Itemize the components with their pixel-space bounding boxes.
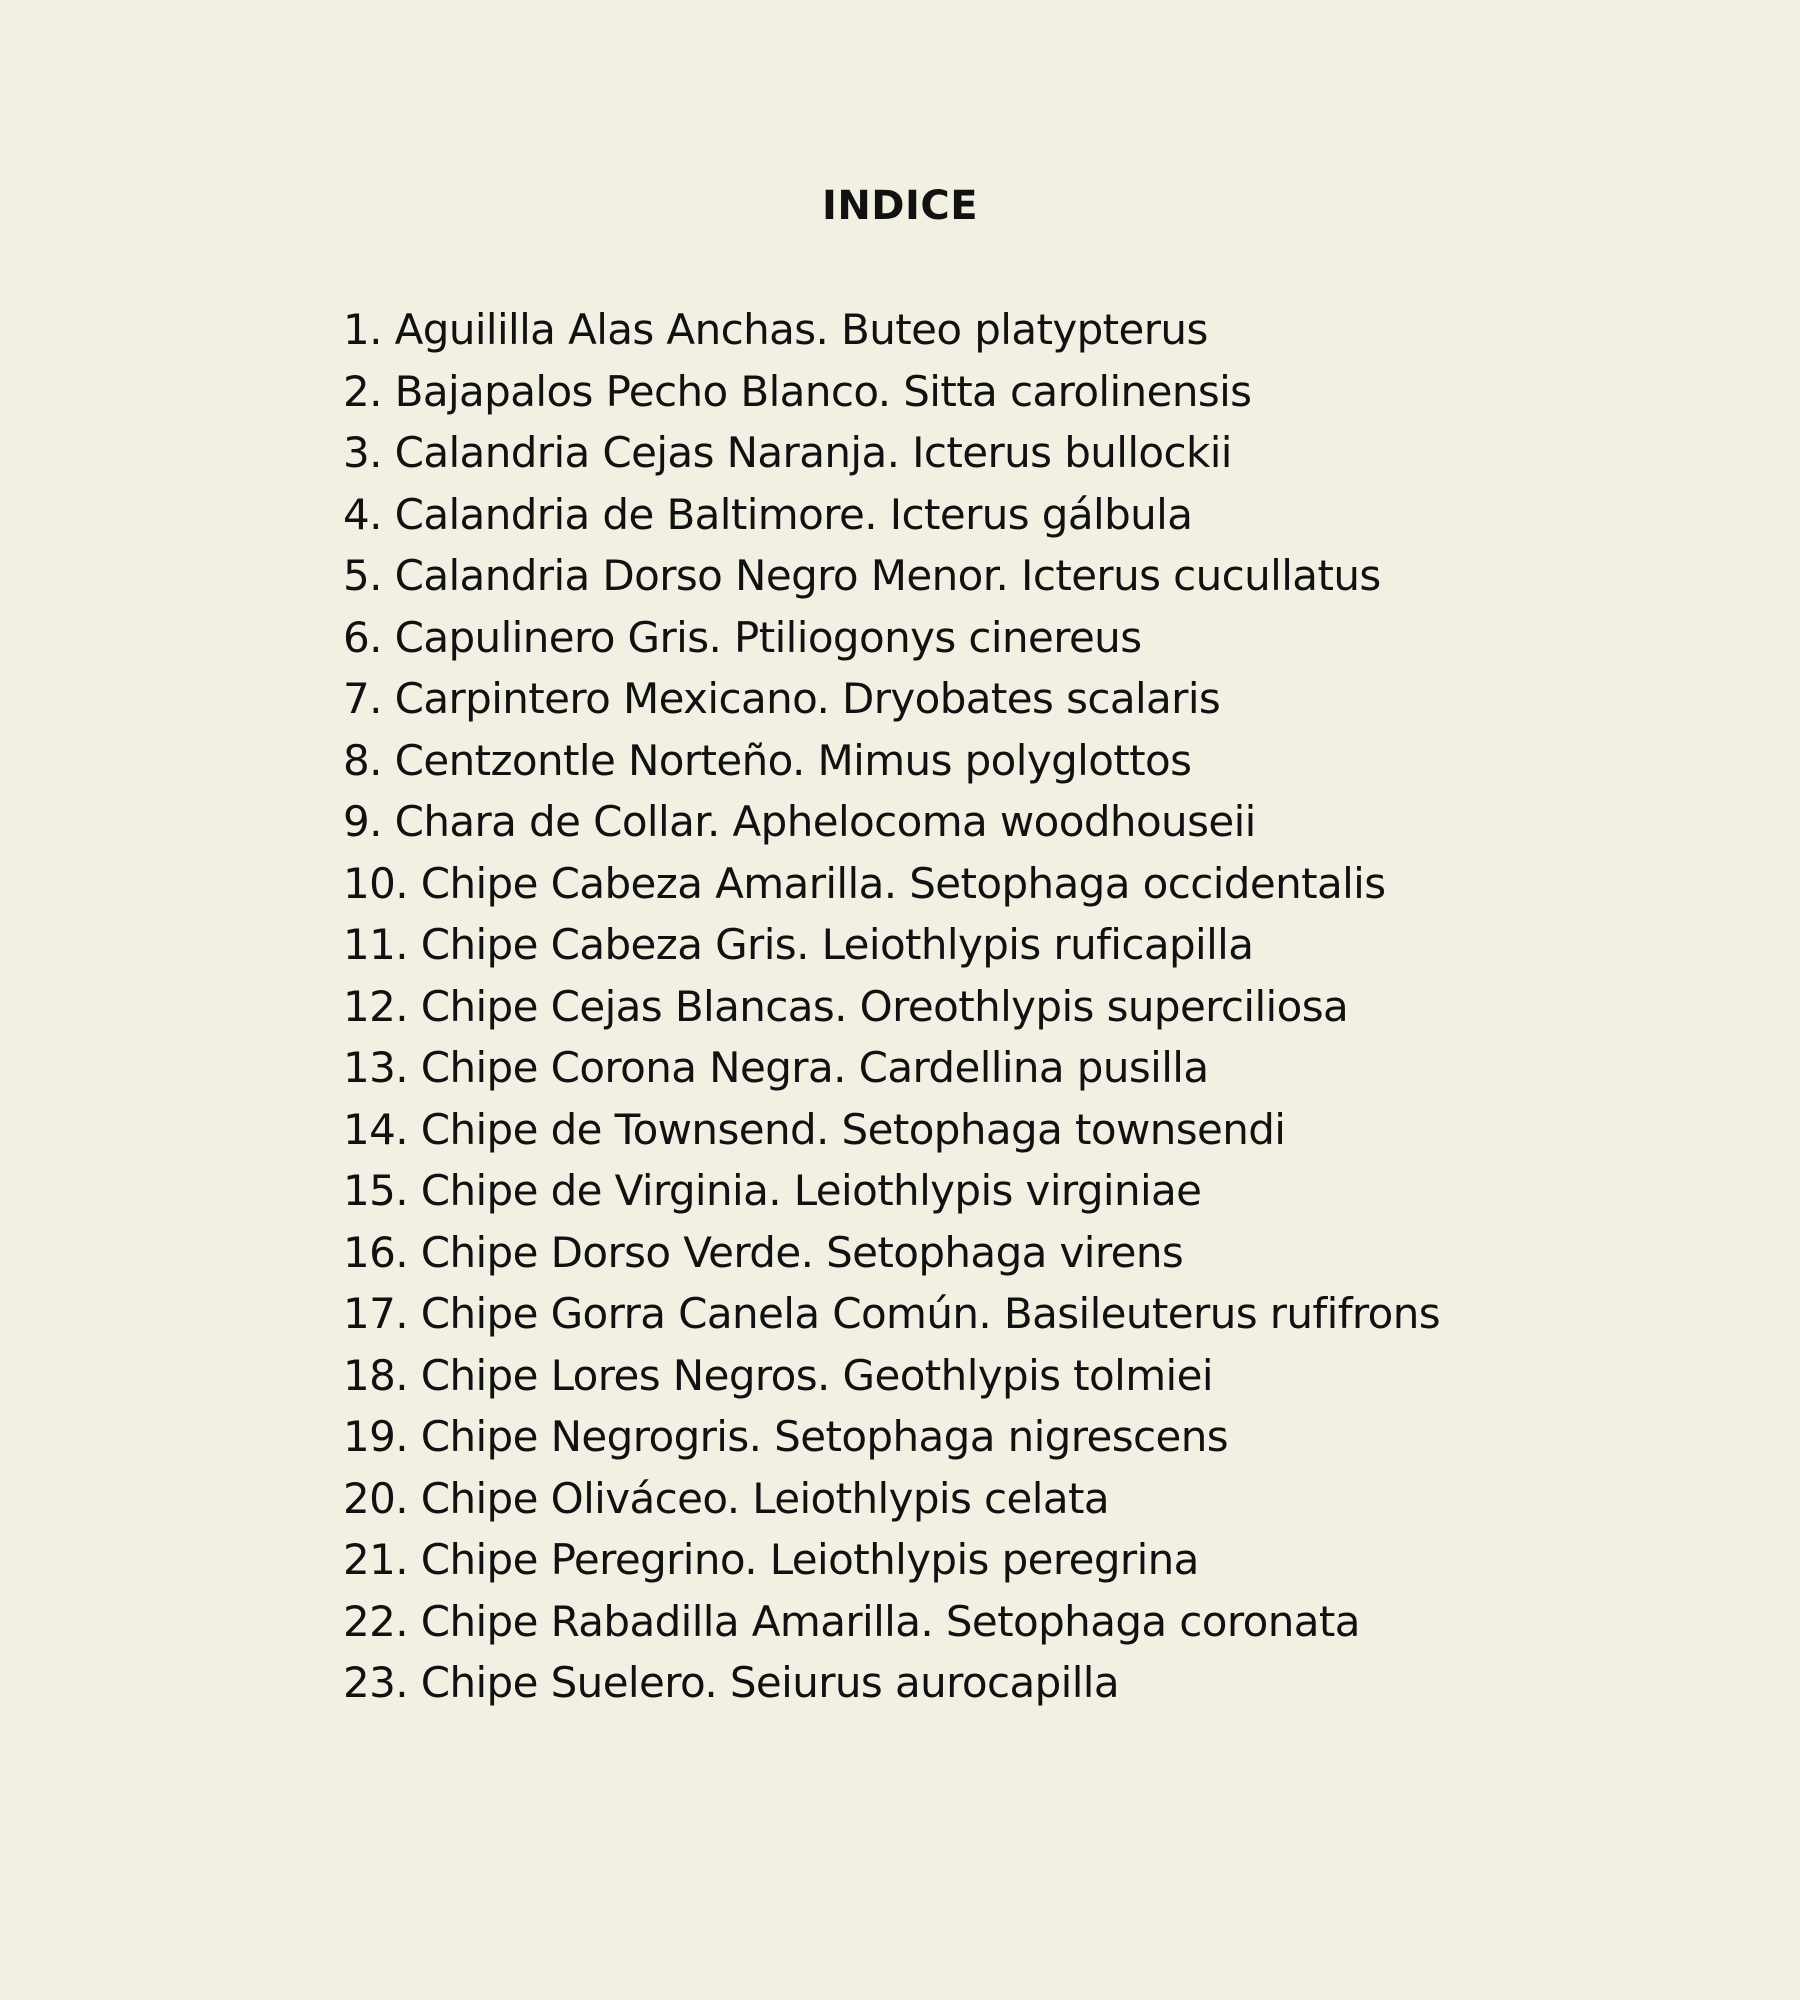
index-entry-15: 15. Chipe de Virginia. Leiothlypis virginiae [343,1166,1202,1215]
index-entry-22: 22. Chipe Rabadilla Amarilla. Setophaga coronata [343,1596,1360,1646]
page-title: INDICE [821,183,979,229]
index-entry-7: 7. Carpintero Mexicano. Dryobates scalaris [343,674,1221,723]
index-entry-18: 18. Chipe Lores Negros. Geothlypis tolmiei [343,1350,1213,1400]
index-entry-3: 3. Calandria Cejas Naranja. Icterus bullockii [343,428,1232,477]
index-entry-19: 19. Chipe Negrogris. Setophaga nigrescens [343,1412,1229,1461]
index-entry-6: 6. Capulinero Gris. Ptiliogonys cinereus [343,612,1142,662]
index-entry-9: 9. Chara de Collar. Aphelocoma woodhouseii [343,797,1256,846]
index-entry-11: 11. Chipe Cabeza Gris. Leiothlypis ruficapilla [343,920,1254,969]
index-list [343,299,1440,1714]
index-entry-1: 1. Aguililla Alas Anchas. Buteo platypterus [343,305,1208,354]
index-entry-5: 5. Calandria Dorso Negro Menor. Icterus cucullatus [343,551,1381,600]
index-entry-12: 12. Chipe Cejas Blancas. Oreothlypis superciliosa [343,981,1349,1031]
index-entry-20: 20. Chipe Oliváceo. Leiothlypis celata [343,1473,1109,1523]
index-entry-14: 14. Chipe de Townsend. Setophaga townsendi [343,1104,1286,1154]
index-entry-4: 4. Calandria de Baltimore. Icterus gálbula [343,489,1193,539]
index-entry-13: 13. Chipe Corona Negra. Cardellina pusilla [343,1043,1209,1092]
index-entry-10: 10. Chipe Cabeza Amarilla. Setophaga occidentalis [343,858,1386,908]
index-entry-17: 17. Chipe Gorra Canela Común. Basileuterus rufifrons [343,1289,1441,1338]
index-entry-8: 8. Centzontle Norteño. Mimus polyglottos [343,735,1192,785]
index-entry-16: 16. Chipe Dorso Verde. Setophaga virens [343,1227,1184,1277]
index-entry-2: 2. Bajapalos Pecho Blanco. Sitta carolinensis [343,366,1252,416]
index-entry-21: 21. Chipe Peregrino. Leiothlypis peregrina [343,1535,1199,1584]
index-entry-23: 23. Chipe Suelero. Seiurus aurocapilla [343,1658,1119,1707]
